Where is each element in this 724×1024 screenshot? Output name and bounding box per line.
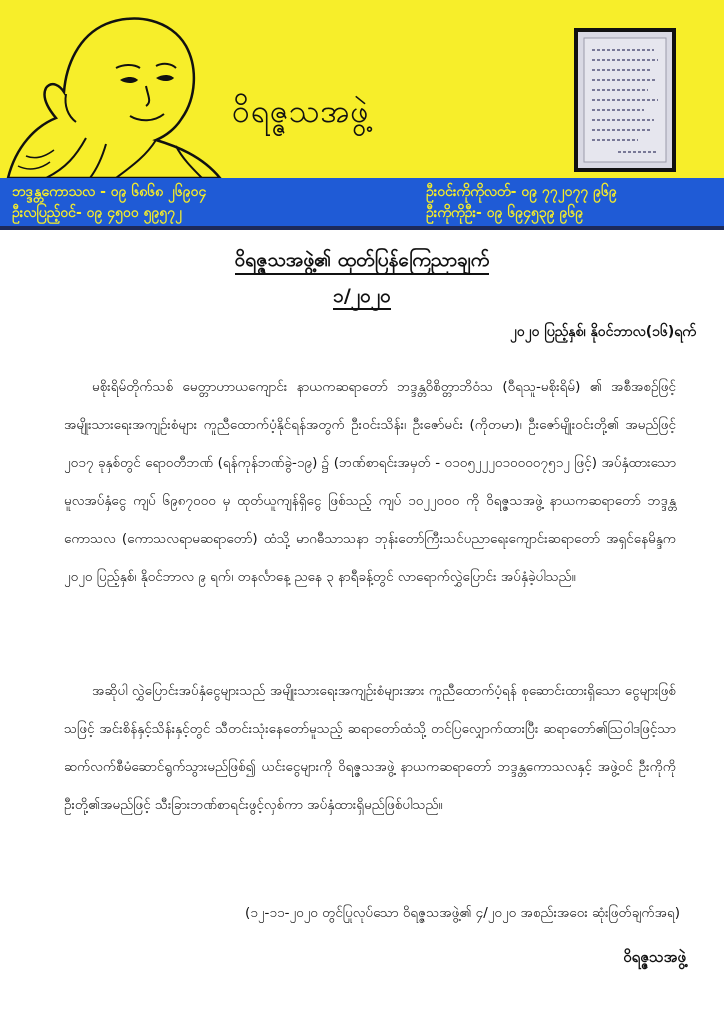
contact-bar <box>0 178 724 230</box>
letter-photo <box>574 28 676 172</box>
org-name: ဝိရဇ္ဇသအဖွဲ့ <box>232 92 369 130</box>
contact-right-1: ဦးဝင်းကိုကိုလတ်- ၀၉ ၇၇၂၀၇၇ ၉၆၉ <box>426 184 617 200</box>
body-paragraph-2: အဆိုပါ လွှဲပြောင်းအပ်နှံငွေများသည် အမျိုးသားရေးအကျဉ်းစံများအား ကူညီထောက်ပံ့ရန် စုဆောင်းထားရှိသော ငွေများဖြစ်သဖြင့် အင်းစိန်နှင့်သိန်းနှင့်တွင် သီတင်းသုံးနေတော်မူသည့် ဆရာတော်ထံသို့ တင်ပြလျှောက်ထားပြီး ဆရာတော်၏သြဝါဒဖြင့်သာ ဆက်လက်စီမံဆောင်ရွက်သွားမည်ဖြစ်၍ ယင်းငွေများကို ဝိရဇ္ဇသအဖွဲ့ နာယကဆရာတော် ဘဒ္ဒန္တကောသလနှင့် အဖွဲ့ဝင် ဦးကိုကိုဦးတို့၏အမည်ဖြင့် သီးခြားဘဏ်စာရင်းဖွင့်လှစ်ကာ အပ်နှံထားရှိမည်ဖြစ်ပါသည်။ <box>64 683 676 813</box>
signature: ဝိရဇ္ဇသအဖွဲ့ <box>623 948 686 966</box>
statement-number: ၁/၂၀၂၀ <box>333 285 391 310</box>
letterhead-header <box>0 0 724 178</box>
statement-number-row <box>0 284 724 312</box>
contact-right-2: ဦးကိုကိုဦး- ၀၉ ၆၉၄၅၃၉ ၉၆၉ <box>426 205 584 221</box>
statement-date: ၂၀၂၀ ပြည့်နှစ်၊ နိုဝင်ဘာလ(၁၆)ရက် <box>510 324 696 340</box>
handwritten-letter-photo-icon <box>578 32 672 168</box>
contact-left-1: ဘဒ္ဒန္တကောသလ - ၀၉ ၆၈၆၈ ၂၆၉၀၄ <box>12 184 207 200</box>
monk-portrait-icon <box>6 6 226 178</box>
meeting-reference: (၁၂-၁၁-၂၀၂၀ တွင်ပြုလုပ်သော ဝိရဇ္ဇသအဖွဲ့၏ ၄/၂၀၂၀ အစည်းအဝေး ဆုံးဖြတ်ချက်အရ) <box>245 905 680 921</box>
body-paragraph-1: မစိုးရိမ်တိုက်သစ် မေတ္တာဟာယကျောင်း နာယကဆရာတော် ဘဒ္ဒန္တဝိစိတ္တာဘိဝံသ (ဝီရသူ-မစိုးရိမ်) ၏ အစီအစဉ်ဖြင့် အမျိုးသားရေးအကျဉ်းစံများ ကူညီထောက်ပံ့နိုင်ရန်အတွက် ဦးဝင်းသိန်း၊ ဦးဇော်မင်း (ကိုတမာ)၊ ဦးဇော်မျိုးဝင်းတို့၏ အမည်ဖြင့် ၂၀၁၇ ခုနှစ်တွင် ရောဝတီဘဏ် (ရန်ကုန်ဘဏ်ခွဲ-၁၉) ၌ (ဘဏ်စာရင်းအမှတ် - ၀၁၀၅၂၂၂၀၁၀၀၀၀၇၅၁၂ ဖြင့်) အပ်နှံထားသော မူလအပ်နှံငွေ ကျပ် ၆၉၈၇၀၀၀ မှ ထုတ်ယူကျန်ရှိငွေ ဖြစ်သည့် ကျပ် ၁၀၂၂၀၀၀ ကို ဝိရဇ္ဇသအဖွဲ့ နာယကဆရာတော် ဘဒ္ဒန္တကောသလ (ကောသလရာမဆရာတော်) ထံသို့ မာဂဓီသာသနာ ဘုန်းတော်ကြီးသင်ပညာရေးကျောင်းဆရာတော် အရှင်နေမိန္ဒက ၂၀၂၀ ပြည့်နှစ်၊ နိုဝင်ဘာလ ၉ ရက်၊ တနင်္လာနေ့ ညနေ ၃ နာရီခန့်တွင် လာရောက်လွှဲပြောင်း အပ်နှံခဲ့ပါသည်။ <box>64 379 676 585</box>
statement-title-row <box>0 248 724 276</box>
contact-left-2: ဦးလပြည့်ဝင်- ၀၉ ၄၅၀၀ ၅၉၅၇၂ <box>12 205 183 221</box>
statement-title: ဝိရဇ္ဇသအဖွဲ့၏ ထုတ်ပြန်ကြေညာချက် <box>235 249 490 275</box>
